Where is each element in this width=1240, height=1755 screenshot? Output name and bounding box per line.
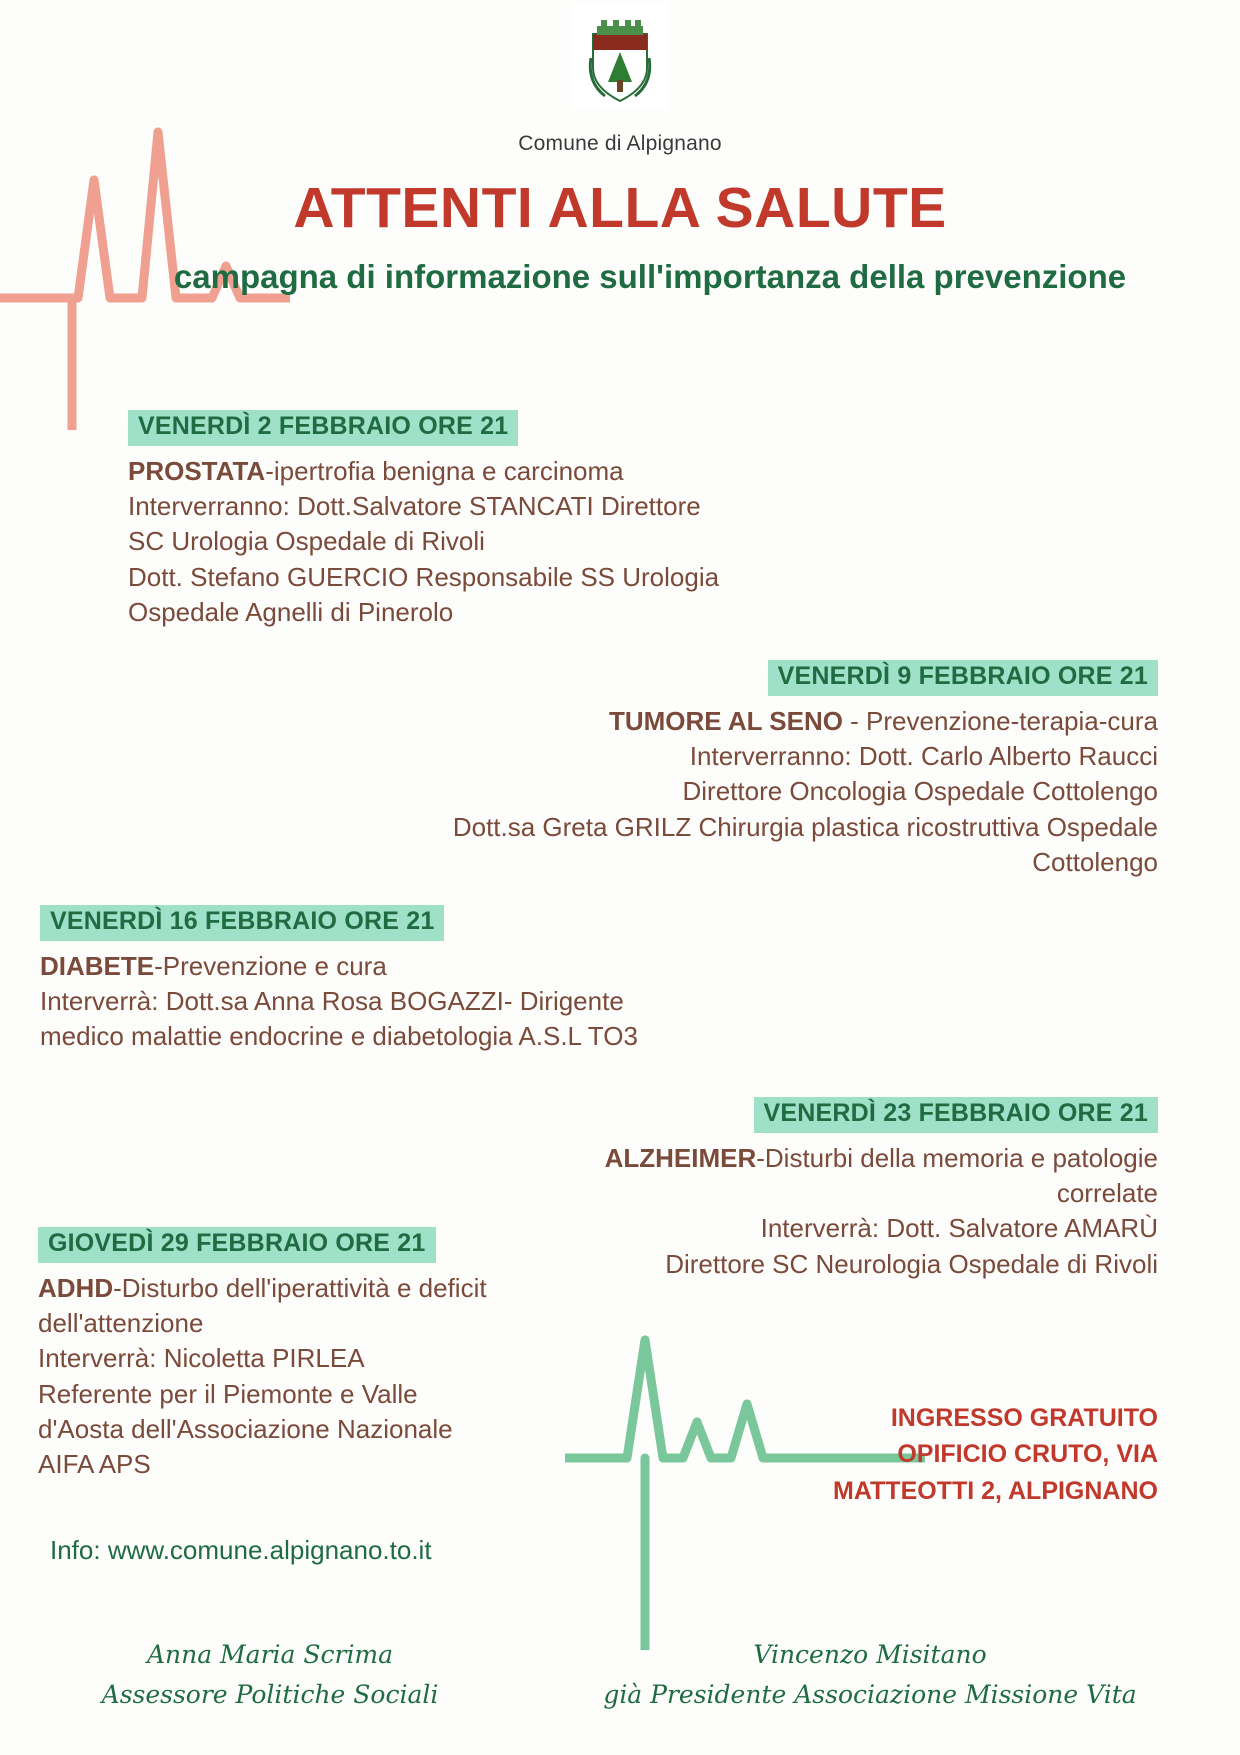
event-topic-rest: -ipertrofia benigna e carcinoma [265, 455, 624, 486]
event-details [40, 949, 840, 1055]
page-title: ATTENTI ALLA SALUTE [293, 176, 947, 240]
event-date-badge: GIOVEDÌ 29 FEBBRAIO ORE 21 [38, 1227, 436, 1263]
signature-right-name: Vincenzo Misitano [753, 1640, 987, 1669]
event-details [128, 454, 888, 631]
event-details [38, 1271, 538, 1483]
event-topic-rest: - Prevenzione-terapia-cura [842, 705, 1158, 736]
event-details [518, 1141, 1158, 1282]
event-details [298, 704, 1158, 881]
info-website[interactable]: Info: www.comune.alpignano.to.it [50, 1535, 432, 1565]
crest-container [0, 2, 1240, 110]
event-line: Interverrà: Nicoletta PIRLEA [38, 1343, 365, 1374]
heartbeat-line-icon [0, 60, 290, 430]
event-line: Ospedale Agnelli di Pinerolo [128, 596, 454, 627]
event-topic-rest: -Disturbo dell'iperattività e deficit dell'attenzione [38, 1272, 487, 1338]
venue-info: INGRESSO GRATUITO OPIFICIO CRUTO, VIA MATTEOTTI 2, ALPIGNANO [833, 1404, 1158, 1505]
event-line: Interverrà: Dott. Salvatore AMARÙ [760, 1213, 1158, 1244]
event-block-adhd [38, 1227, 538, 1483]
event-topic: TUMORE AL SENO [608, 705, 843, 736]
event-block-alzheimer [518, 1097, 1158, 1282]
event-line: Dott. Stefano GUERCIO Responsabile SS Urologia [128, 561, 720, 592]
event-block-diabete [40, 905, 840, 1055]
signature-left-name: Anna Maria Scrima [146, 1640, 394, 1669]
event-line: Cottolengo [1032, 846, 1158, 877]
coat-of-arms-icon [572, 2, 668, 110]
event-line: Interverrà: Dott.sa Anna Rosa BOGAZZI- Dirigente [40, 985, 624, 1016]
signature-left [60, 1635, 480, 1715]
event-topic: DIABETE [40, 950, 155, 981]
event-line: Interverranno: Dott. Carlo Alberto Raucci [689, 740, 1158, 771]
event-line: SC Urologia Ospedale di Rivoli [128, 526, 485, 557]
event-line: Direttore Oncologia Ospedale Cottolengo [682, 776, 1158, 807]
signature-left-role: Assessore Politiche Sociali [101, 1680, 439, 1709]
event-line: Interverranno: Dott.Salvatore STANCATI Direttore [128, 490, 701, 521]
event-topic: PROSTATA [128, 455, 266, 486]
event-line: AIFA APS [38, 1449, 151, 1480]
event-block-tumore-al-seno [298, 660, 1158, 880]
event-line: medico malattie endocrine e diabetologia A.S.L TO3 [40, 1021, 638, 1052]
event-topic: ADHD [38, 1272, 114, 1303]
event-line: d'Aosta dell'Associazione Nazionale [38, 1413, 453, 1444]
event-line: Dott.sa Greta GRILZ Chirurgia plastica ricostruttiva Ospedale [452, 811, 1158, 842]
event-date-badge: VENERDÌ 2 FEBBRAIO ORE 21 [128, 410, 518, 446]
event-line: Referente per il Piemonte e Valle [38, 1378, 418, 1409]
event-date-badge: VENERDÌ 23 FEBBRAIO ORE 21 [754, 1097, 1158, 1133]
event-topic-rest: -Prevenzione e cura [154, 950, 387, 981]
signature-right [600, 1635, 1140, 1715]
event-date-badge: VENERDÌ 9 FEBBRAIO ORE 21 [768, 660, 1158, 696]
event-line: Direttore SC Neurologia Ospedale di Rivoli [665, 1248, 1158, 1279]
signature-right-role: già Presidente Associazione Missione Vita [603, 1680, 1137, 1709]
municipality-name: Comune di Alpignano [518, 132, 722, 155]
event-date-badge: VENERDÌ 16 FEBBRAIO ORE 21 [40, 905, 444, 941]
event-topic-rest: -Disturbi della memoria e patologie correlate [756, 1142, 1158, 1208]
page-subtitle: campagna di informazione sull'importanza della prevenzione [173, 258, 1127, 295]
event-topic: ALZHEIMER [604, 1142, 757, 1173]
event-block-prostata [128, 410, 888, 630]
